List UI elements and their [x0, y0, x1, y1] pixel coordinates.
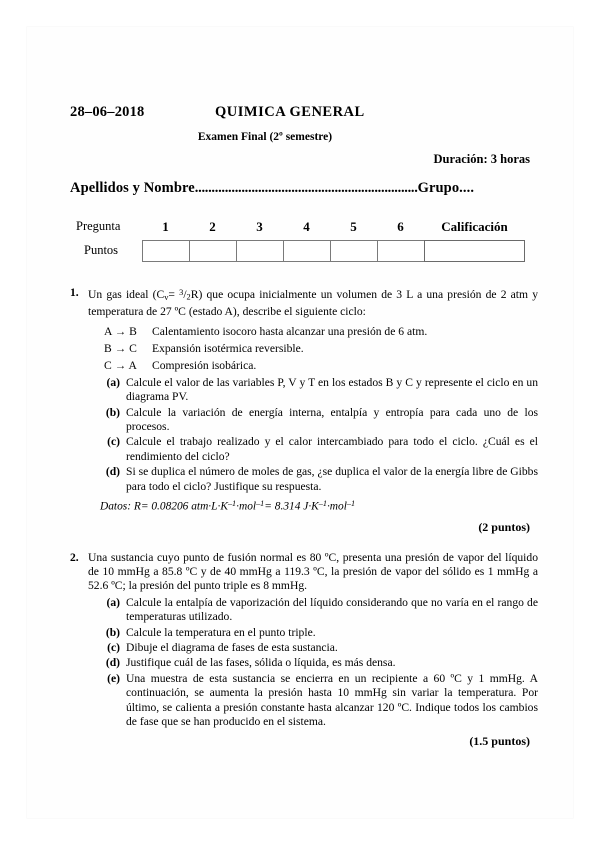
exam-title: QUIMICA GENERAL: [215, 104, 365, 120]
question-spacer: [0, 535, 600, 551]
question-2: [0, 551, 600, 750]
score-header-grade: Calificación: [441, 219, 508, 234]
score-cell-q3[interactable]: [236, 240, 283, 262]
exam-duration: Duración: 3 horas: [433, 152, 530, 166]
cycle-step-ca-key: C → A: [104, 358, 137, 372]
document-header: [70, 104, 530, 166]
question-1-points: (2 puntos): [478, 519, 530, 534]
exam-date: 28–06–2018: [70, 104, 145, 120]
score-table-grid: [142, 219, 526, 262]
q1-sub-b-text: Calcule la variación de energía interna, entalpía y entropía para cada uno de los procesos.: [126, 405, 538, 434]
q2-statement-text: Una sustancia cuyo punto de fusión normal es 80 ºC, presenta una presión de vapor del líquido de 10 mmHg a 85.8 ºC y de 40 mmHg a 119.3 ºC, la presión de vapor del sólido es 1 mmHg a 52.6 ºC; la presión del punto triple es 8 mmHg.: [88, 550, 538, 593]
score-header-q5: 5: [350, 219, 357, 234]
q1-sub-c-text: Calcule el trabajo realizado y el calor intercambiado para todo el ciclo. ¿Cuál es el rendimiento del ciclo?: [126, 435, 538, 463]
q1-sub-a-text: Calcule el valor de las variables P, V y T en los estados B y C y represente el ciclo en un diagrama PV.: [126, 375, 538, 404]
score-header-q6: 6: [397, 219, 404, 234]
score-cell-q5[interactable]: [330, 240, 377, 262]
cycle-step-ab-text: Calentamiento isocoro hasta alcanzar una presión de 6 atm.: [152, 324, 428, 338]
q2-sub-e: [0, 672, 600, 730]
question-1-subquestions: [0, 376, 600, 494]
cycle-step-bc: [0, 340, 600, 357]
score-header-q4: 4: [303, 219, 310, 234]
score-table-label-question: Pregunta: [76, 219, 121, 233]
score-header-q1: 1: [162, 219, 169, 234]
q2-sub-c: [0, 641, 600, 655]
q2-sub-d-key: (d): [105, 656, 120, 670]
question-1-data-note: [0, 496, 600, 514]
cycle-step-bc-text: Expansión isotérmica reversible.: [152, 341, 304, 355]
name-dotted-line[interactable]: ...................................................................: [194, 180, 418, 196]
datos-label: Datos:: [100, 500, 134, 513]
question-2-statement: [0, 551, 600, 594]
q2-sub-a: [0, 596, 600, 625]
cycle-step-ab-key: A → B: [104, 324, 137, 338]
q2-sub-b-text: Calcule la temperatura en el punto triple.: [126, 625, 316, 639]
question-1-number: 1.: [70, 286, 79, 299]
question-1-cycle-steps: [0, 323, 600, 374]
q1-sub-c-key: (c): [107, 435, 120, 449]
cycle-step-bc-key: B → C: [104, 341, 137, 355]
q1-statement-pre: Un gas ideal (C: [88, 288, 165, 302]
question-1-statement: 1. Un gas ideal $(C_v= ^3/2R)$ que ocupa inicialmente un volumen de 3 L a una presión de 2 atm y temperatura de 27 ºC (estado A), describe el siguiente ciclo:: [70, 286, 539, 319]
q2-sub-d-text: Justifique cuál de las fases, sólida o líquida, es más densa.: [126, 656, 396, 670]
q1-fraction-numerator: 3: [179, 288, 184, 297]
datos-r-value: R= 0.08206 atm·L·K: [133, 500, 228, 513]
score-table-input-row: [142, 240, 526, 262]
score-table-header-row: [142, 219, 526, 238]
datos-exp-1: –1: [227, 499, 237, 509]
score-cell-q2[interactable]: [189, 240, 236, 262]
question-2-number: 2.: [70, 550, 79, 564]
datos-mid-2: = 8.314 J·K: [264, 500, 319, 513]
q2-sub-d: [0, 656, 600, 670]
q2-sub-a-key: (a): [106, 595, 120, 609]
q1-sub-b-key: (b): [105, 405, 120, 419]
q1-sub-c: [0, 435, 600, 464]
score-header-q3: 3: [256, 219, 263, 234]
group-label[interactable]: Grupo....: [417, 180, 475, 196]
score-cell-q6[interactable]: [377, 240, 424, 262]
q1-sub-d: [0, 465, 600, 494]
q1-cv-subscript: v: [164, 293, 169, 302]
question-2-points: (1.5 puntos): [469, 734, 530, 749]
q1-sub-d-key: (d): [105, 465, 120, 479]
score-cell-q1[interactable]: [142, 240, 189, 262]
cycle-step-ca: [0, 357, 600, 374]
q2-sub-e-text: Una muestra de esta sustancia se encierra en un recipiente a 60 ºC y 1 mmHg. A continuación, se aumenta la presión hasta 10 mmHg sin variar la temperatura. Por último, se calienta a presión constante hasta alcanzar 120 ºC. Indique todos los cambios de fase que se han producido en el sistema.: [126, 671, 538, 728]
q2-sub-c-key: (c): [107, 640, 120, 654]
questions-container: [0, 286, 600, 749]
student-name-field: [70, 180, 532, 197]
datos-exp-2: –1: [256, 499, 265, 509]
q2-sub-b-key: (b): [105, 625, 120, 639]
datos-mid-1: ·mol: [236, 500, 257, 513]
q1-sub-b: [0, 406, 600, 435]
q1-statement-post: R) que ocupa inicialmente un volumen de 3 L a una presión de 2 atm y temperatura de 27 ºC (estado A), describe el siguiente ciclo:: [88, 288, 539, 319]
datos-exp-4: –1: [346, 499, 356, 509]
score-cell-grade[interactable]: [424, 240, 525, 262]
q2-sub-e-key: (e): [107, 671, 120, 685]
header-top-row: [70, 104, 530, 126]
score-header-q2: 2: [209, 219, 216, 234]
q2-sub-c-text: Dibuje el diagrama de fases de esta sustancia.: [126, 640, 338, 654]
datos-exp-3: –1: [318, 499, 327, 509]
question-1: [0, 286, 600, 535]
question-2-subquestions: [0, 596, 600, 730]
q1-fraction-denominator: 2: [186, 292, 191, 302]
q2-sub-a-text: Calcule la entalpía de vaporización del líquido considerando que no varía en el rango de temperaturas utilizado.: [126, 595, 538, 624]
score-cell-q4[interactable]: [283, 240, 330, 262]
q2-sub-b: [0, 626, 600, 640]
cycle-step-ca-text: Compresión isobárica.: [152, 358, 257, 372]
datos-mid-3: ·mol: [326, 500, 347, 513]
exam-subtitle: Examen Final (2º semestre): [197, 131, 333, 143]
name-label: Apellidos y Nombre: [70, 180, 195, 196]
q1-sub-d-text: Si se duplica el número de moles de gas, ¿se duplica el valor de la energía libre de Gibbs para todo el ciclo? Justifique su respuesta.: [126, 465, 538, 493]
cycle-step-ab: [0, 323, 600, 340]
q1-sub-a-key: (a): [106, 375, 120, 389]
q1-statement-mid: =: [168, 288, 180, 302]
q1-sub-a: [0, 376, 600, 405]
score-table-label-points: Puntos: [84, 243, 119, 257]
